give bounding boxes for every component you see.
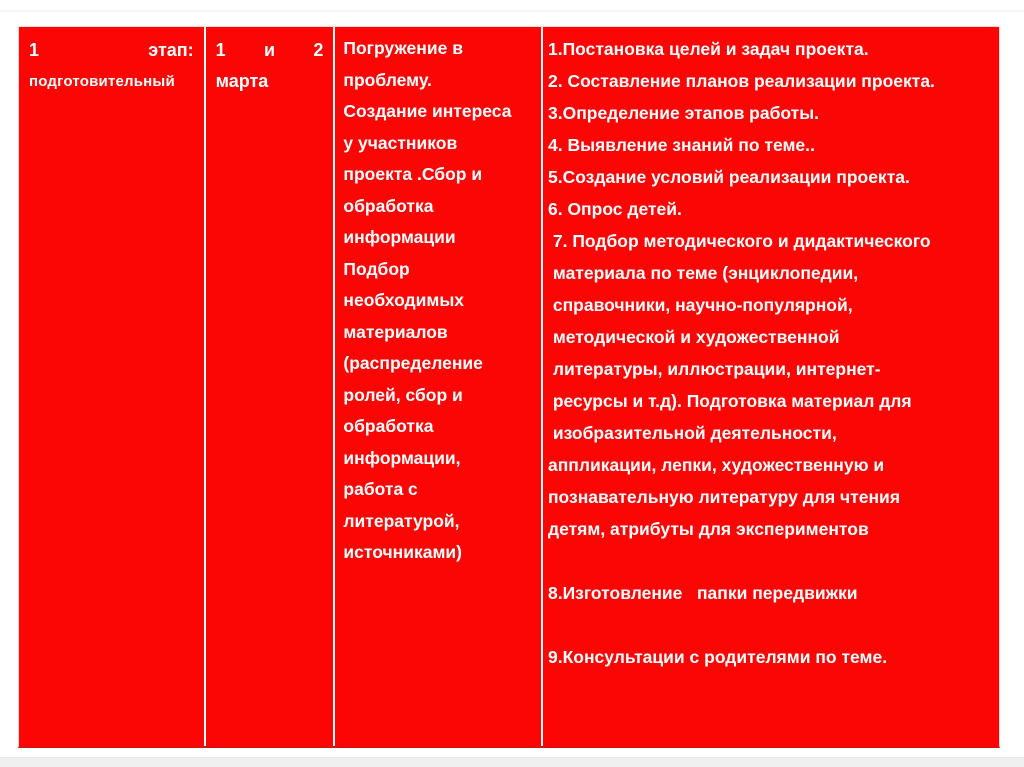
slide-top-divider — [0, 10, 1024, 12]
text-line: информации, — [343, 447, 461, 468]
text-line: информации — [343, 227, 456, 247]
stage-number: 1 — [29, 40, 40, 60]
stage-title-line — [29, 35, 194, 66]
text-line: ресурсы и т.д). Подготовка материал для — [547, 391, 912, 411]
dates-cell — [204, 27, 334, 746]
text-line: обработка — [343, 195, 434, 216]
text-line: материалов — [343, 321, 448, 342]
text-line: необходимых — [343, 290, 465, 310]
text-line: 8.Изготовление папки передвижки — [547, 583, 858, 603]
text-line: материала по теме (энциклопедии, — [547, 263, 859, 283]
text-line: 5.Создание условий реализации проекта. — [547, 167, 910, 187]
activity-cell — [333, 27, 541, 746]
tasks-cell — [541, 27, 999, 746]
text-line: (распределение — [343, 353, 483, 373]
text-line: справочники, научно-популярной, — [547, 295, 853, 315]
text-line: источниками) — [343, 542, 463, 562]
text-line: методической и художественной — [547, 327, 840, 347]
dates-numbers-line — [216, 35, 324, 66]
slide-bottom-bar — [0, 757, 1024, 767]
text-line: литературы, иллюстрации, интернет- — [547, 359, 881, 379]
text-line: проекта .Сбор и — [343, 164, 483, 184]
date-conjunction: и — [263, 40, 276, 60]
text-line: 9.Консультации с родителями по теме. — [547, 647, 888, 667]
text-line: 4. Выявление знаний по теме.. — [547, 135, 815, 155]
stage-cell — [19, 27, 204, 746]
text-line: ролей, сбор и — [343, 384, 463, 405]
text-line: детям, атрибуты для экспериментов — [547, 519, 869, 539]
text-line: у участников — [343, 132, 458, 153]
text-line: работа с — [343, 479, 418, 499]
text-line: 2. Составление планов реализации проекта. — [547, 71, 935, 91]
text-line — [548, 545, 991, 577]
dates-month: марта — [215, 71, 269, 91]
text-line: 3.Определение этапов работы. — [547, 103, 820, 123]
text-line: проблему. — [343, 69, 432, 90]
date-first: 1 — [215, 40, 226, 60]
text-line: Погружение в — [343, 38, 463, 58]
text-line: 7. Подбор методического и дидактического — [547, 231, 931, 251]
text-line: литературой, — [343, 510, 460, 531]
text-line: 6. Опрос детей. — [547, 199, 682, 219]
text-line: 1.Постановка целей и задач проекта. — [547, 39, 869, 59]
date-second: 2 — [313, 40, 324, 60]
text-line: познавательную литературу для чтения — [547, 487, 901, 507]
stage-word: этап: — [148, 40, 194, 60]
text-line — [548, 609, 991, 641]
text-line: обработка — [343, 416, 434, 436]
activity-text — [343, 33, 533, 569]
text-line: Создание интереса — [343, 101, 512, 121]
text-line: изобразительной деятельности, — [547, 423, 837, 443]
text-line: Подбор — [343, 258, 410, 279]
tasks-list — [548, 33, 991, 673]
text-line: аппликации, лепки, художественную и — [547, 455, 885, 475]
project-stages-table — [18, 26, 1000, 748]
stage-name: подготовительный — [29, 73, 175, 90]
